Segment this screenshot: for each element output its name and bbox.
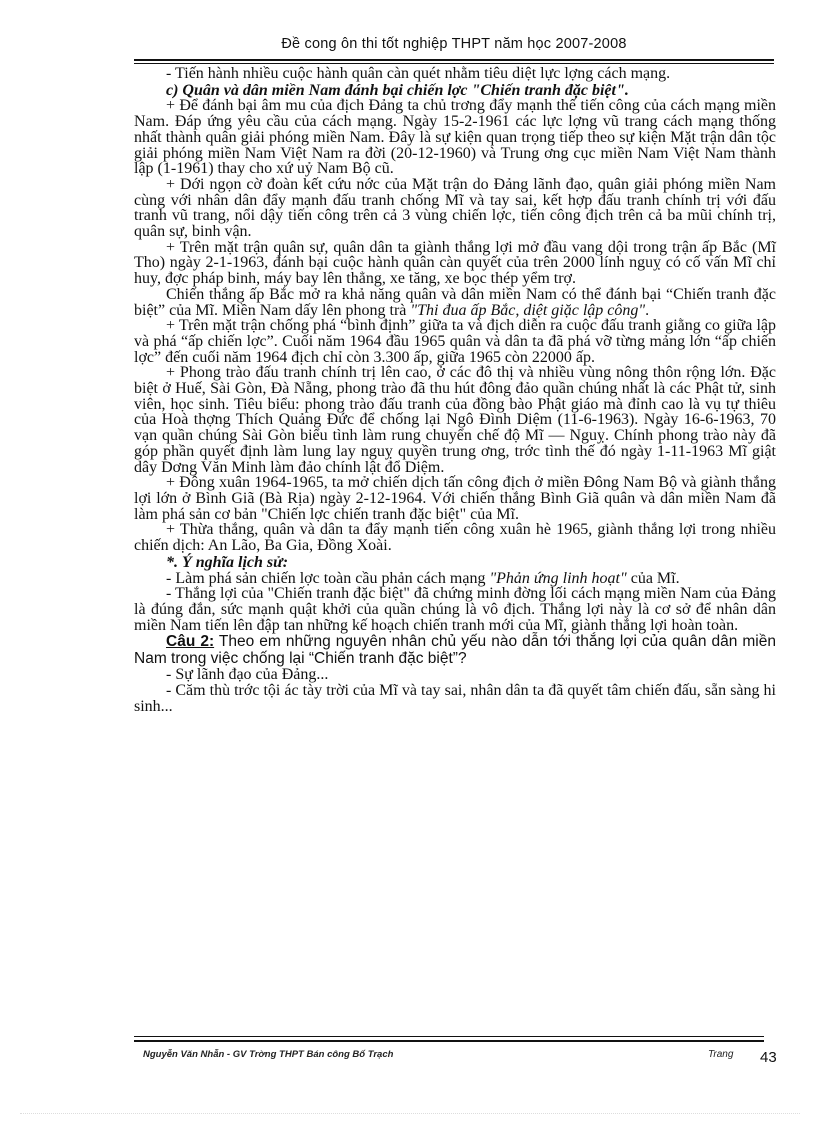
- footer-page-label: Trang: [708, 1049, 734, 1060]
- section-heading: c) Quân và dân miền Nam đánh bại chiến lợc "Chiến tranh đặc biệt".: [166, 81, 629, 99]
- paragraph-text: - Làm phá sản chiến lợc toàn cầu phản cách mạng: [166, 569, 490, 587]
- paragraph: + Phong trào đấu tranh chính trị lên cao, ở các đô thị và nhiều vùng nông thôn rộng lớn. Đặc biệt ở Huế, Sài Gòn, Đà Nẵng, phong trào đã thu hút đông đảo quần chúng nhất là các Phật tử, sinh viên, học sinh. Tiêu biểu: phong trào đấu tranh của đồng bào Phật giáo mà đỉnh cao là vụ tự thiêu của Hoà thợng Thích Quảng Đức để chống lại Ngô Đình Diệm (11-6-1963). Ngày 16-6-1963, 70 vạn quần chúng Sài Gòn biểu tình làm rung chuyển chế độ Mĩ — Nguỵ. Chính phong trào này đã góp phần quyết định làm lung lay nguỵ quyền trung ơng, trớc tình thế đó ngày 1-11-1963 Mĩ giật dây Dơng Văn Minh làm đảo chính lật đổ Diệm.: [134, 364, 776, 476]
- paragraph: + Để đánh bại âm mu của địch Đảng ta chủ trơng đẩy mạnh thế tiến công của cách mạng miền Nam. Đáp ứng yêu cầu của cách mạng. Ngày 15-2-1961 các lực lợng vũ trang cách mạng thống nhất thành quân giải phóng miền Nam. Đây là sự kiện quan trọng tiếp theo sự kiện Mặt trận dân tộc giải phóng miền Nam Việt Nam ra đời (20-12-1960) và Trung ơng cục miền Nam Việt Nam thành lập (1-1961) thay cho xứ uỷ Nam Bộ cũ.: [134, 97, 776, 178]
- strategy-name: "Phản ứng linh hoạt": [489, 569, 627, 587]
- paragraph: - Tiến hành nhiều cuộc hành quân càn quét nhằm tiêu diệt lực lợng cách mạng.: [166, 65, 671, 82]
- document-body: [134, 66, 776, 714]
- paragraph: + Trên mặt trận quân sự, quân dân ta giành thắng lợi mở đầu vang dội trong trận ấp Bắc (Mĩ Tho) ngày 2-1-1963, đánh bại cuộc hành quân càn quyết của trên 2000 lính nguỵ có cố vấn Mĩ chỉ huy, đợc pháp binh, máy bay lên thẳng, xe tăng, xe bọc thép yểm trợ.: [134, 238, 776, 288]
- paragraph-text: của Mĩ.: [626, 569, 680, 587]
- subsection-heading: *. Ý nghĩa lịch sử:: [166, 553, 289, 571]
- page-edge: [20, 1113, 800, 1114]
- paragraph: [134, 287, 776, 318]
- question-label: Câu 2:: [166, 633, 215, 651]
- paragraph: + Dới ngọn cờ đoàn kết cứu nớc của Mặt trận do Đảng lãnh đạo, quân giải phóng miền Nam cùng với nhân dân đẩy mạnh đấu tranh chống Mĩ và tay sai, kết hợp đấu tranh chính trị với đấu tranh vũ trang, nổi dậy tiến công trên cả 3 vùng chiến lợc, tiến công địch trên cả ba mũi chính trị, quân sự, binh vận.: [134, 175, 776, 241]
- movement-name: "Thi đua ấp Bắc, diệt giặc lập công": [410, 301, 646, 319]
- paragraph: + Trên mặt trận chống phá “bình định” giữa ta và địch diễn ra cuộc đấu tranh giằng co giữa lập và phá “ấp chiến lợc”. Cuối năm 1964 đầu 1965 quân và dân ta đã phá vỡ từng mảng lớn “ấp chiến lợc” đến cuối năm 1964 địch chỉ còn 3.300 ấp, giữa 1965 còn 22000 ấp.: [134, 317, 776, 366]
- page-header: Đề cong ôn thi tốt nghiệp THPT năm học 2007-2008: [281, 36, 627, 52]
- page-number: 43: [760, 1049, 777, 1066]
- paragraph: + Đông xuân 1964-1965, ta mở chiến dịch tấn công địch ở miền Đông Nam Bộ và giành thắng lợi lớn ở Bình Giã (Bà Rịa) ngày 2-12-1964. Với chiến thắng Bình Giã quân và dân miền Nam đã làm phá sản cơ bản "Chiến lợc chiến tranh đặc biệt" của Mĩ.: [134, 474, 776, 523]
- paragraph: - Thắng lợi của "Chiến tranh đặc biệt" đã chứng minh đờng lối cách mạng miền Nam của Đảng là đúng đắn, sức mạnh quật khởi của quần chúng là vô địch. Thắng lợi này là cơ sở để nhân dân miền Nam tiến lên đập tan những kế hoạch chiến tranh mới của Mĩ, giành thắng lợi hoàn toàn.: [134, 585, 776, 634]
- footer-author: Nguyễn Văn Nhẫn - GV Trờng THPT Bán công Bố Trạch: [143, 1049, 394, 1060]
- footer-rule: [134, 1040, 764, 1042]
- paragraph: [134, 571, 776, 587]
- question: [134, 633, 776, 667]
- paragraph: + Thừa thắng, quân và dân ta đẩy mạnh tiến công xuân hè 1965, giành thắng lợi trong nhiều chiến dịch: An Lão, Ba Gia, Đồng Xoài.: [134, 521, 776, 555]
- paragraph-text: Chiến thắng ấp Bắc mở ra khả năng quân và dân miền Nam có thể đánh bại “Chiến tranh đặc biệt” của Mĩ. Miền Nam dấy lên phong trà: [134, 285, 776, 319]
- paragraph: - Sự lãnh đạo của Đảng...: [166, 666, 329, 684]
- footer-rule-thin: [134, 1036, 764, 1037]
- question-text: Theo em những nguyên nhân chủ yếu nào dẫn tới thắng lợi của quân dân miền Nam trong việc chống lại “Chiến tranh đặc biệt”?: [134, 633, 776, 668]
- header-rule-thin: [134, 63, 774, 64]
- header-rule: [134, 59, 774, 61]
- paragraph-text: .: [645, 301, 650, 319]
- paragraph: - Căm thù trớc tội ác tày trời của Mĩ và tay sai, nhân dân ta đã quyết tâm chiến đấu, sẵn sàng hi sinh...: [134, 682, 776, 715]
